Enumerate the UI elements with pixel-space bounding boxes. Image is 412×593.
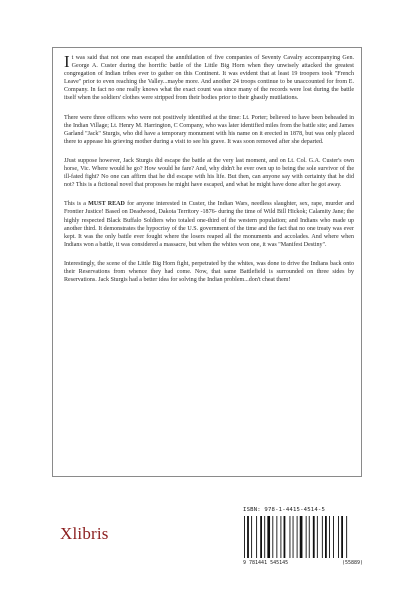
barcode-icon <box>243 516 361 560</box>
barcode-digits: 9 781441 545145 <box>243 560 289 566</box>
barcode-block <box>243 507 364 566</box>
paragraph-2: There were three officers who were not positively identified at the time: Lt. Porter; believed to have been beheaded in the Indian Village; Lt. Henry M. Harrington, C Company, who was later identified miles from the battle site; and James Garland "Jack" Sturgis, who did have a temporary monument with his name on it erected in 1878, but was only placed there to appease his grieving mother during a visit to see his grave. It was soon removed after she departed. <box>64 114 354 145</box>
publisher-logo: Xlibris <box>60 524 109 543</box>
blurb-text <box>64 54 354 295</box>
paragraph-3: JJust suppose however, Jack Sturgis did escape the battle at the very last moment, and on Lt. Col. G.A. Custer's own horse, Vic. Where would he go? How would he fare? And, why didn't he ever own up to being the sole survivor of the ill-fated fight? No one can affirm that he did escape with his life. But then, can anyone say with certainty that he did not? This is a fictional novel that proposes he might have escaped, and what he might have done after he got away. <box>64 157 354 189</box>
paragraph-4: This is a MUST READ for anyone interested in Custer, the Indian Wars, needless slaughter, sex, rape, murder and Frontier Justice! Based on Deadwood, Dakota Territory -1876- during the time of Wild Bill Hickok; Calamity Jane; the highly respected Black Buffalo Soldiers who totaled one-third of the western population; and Indians who made up another third. It demonstrates the hypocrisy of the U.S. government of the time and the fact that no one treaty was ever kept. It was the only battle ever fought where the losers reaped all the monuments and accolades. And where when Indians won a battle, it was considered a massacre, but when the whites won one, it was "Manifest Destiny". <box>64 201 354 248</box>
barcode-price-digits: (55889) <box>342 560 364 566</box>
must-read-emphasis: MUST READ <box>88 201 125 208</box>
paragraph-1: It was said that not one man escaped the annihilation of five companies of Seventy Cavalry accompanying Gen. George A. Custer during the horrific battle of the Little Big Horn when they unwisely attacked the greatest congregation of Indian tribes ever to gather on this Continent. It was evident that at least 19 troopers took "French Leave" prior to even reaching the Valley...maybe more. And another 24 troops continue to be unaccounted for from E. Company. In fact no one really knows what the exact count was since many of the records were lost during the battle itself when the soldiers' clothes were stripped from their bodies prior to their ghastly mutilations. <box>64 52 354 102</box>
paragraph-5: Interestingly, the scene of the Little Big Horn fight, perpetrated by the whites, was done to drive the Indians back onto their Reservations from whence they had come. Now, that same Battlefield is surrounded on three sides by Reservations. Jack Sturgis had a better idea for solving the Indian problem...don't cheat them! <box>64 260 354 284</box>
isbn-label: ISBN: 978-1-4415-4514-5 <box>243 507 326 513</box>
drop-cap: I <box>64 52 70 71</box>
